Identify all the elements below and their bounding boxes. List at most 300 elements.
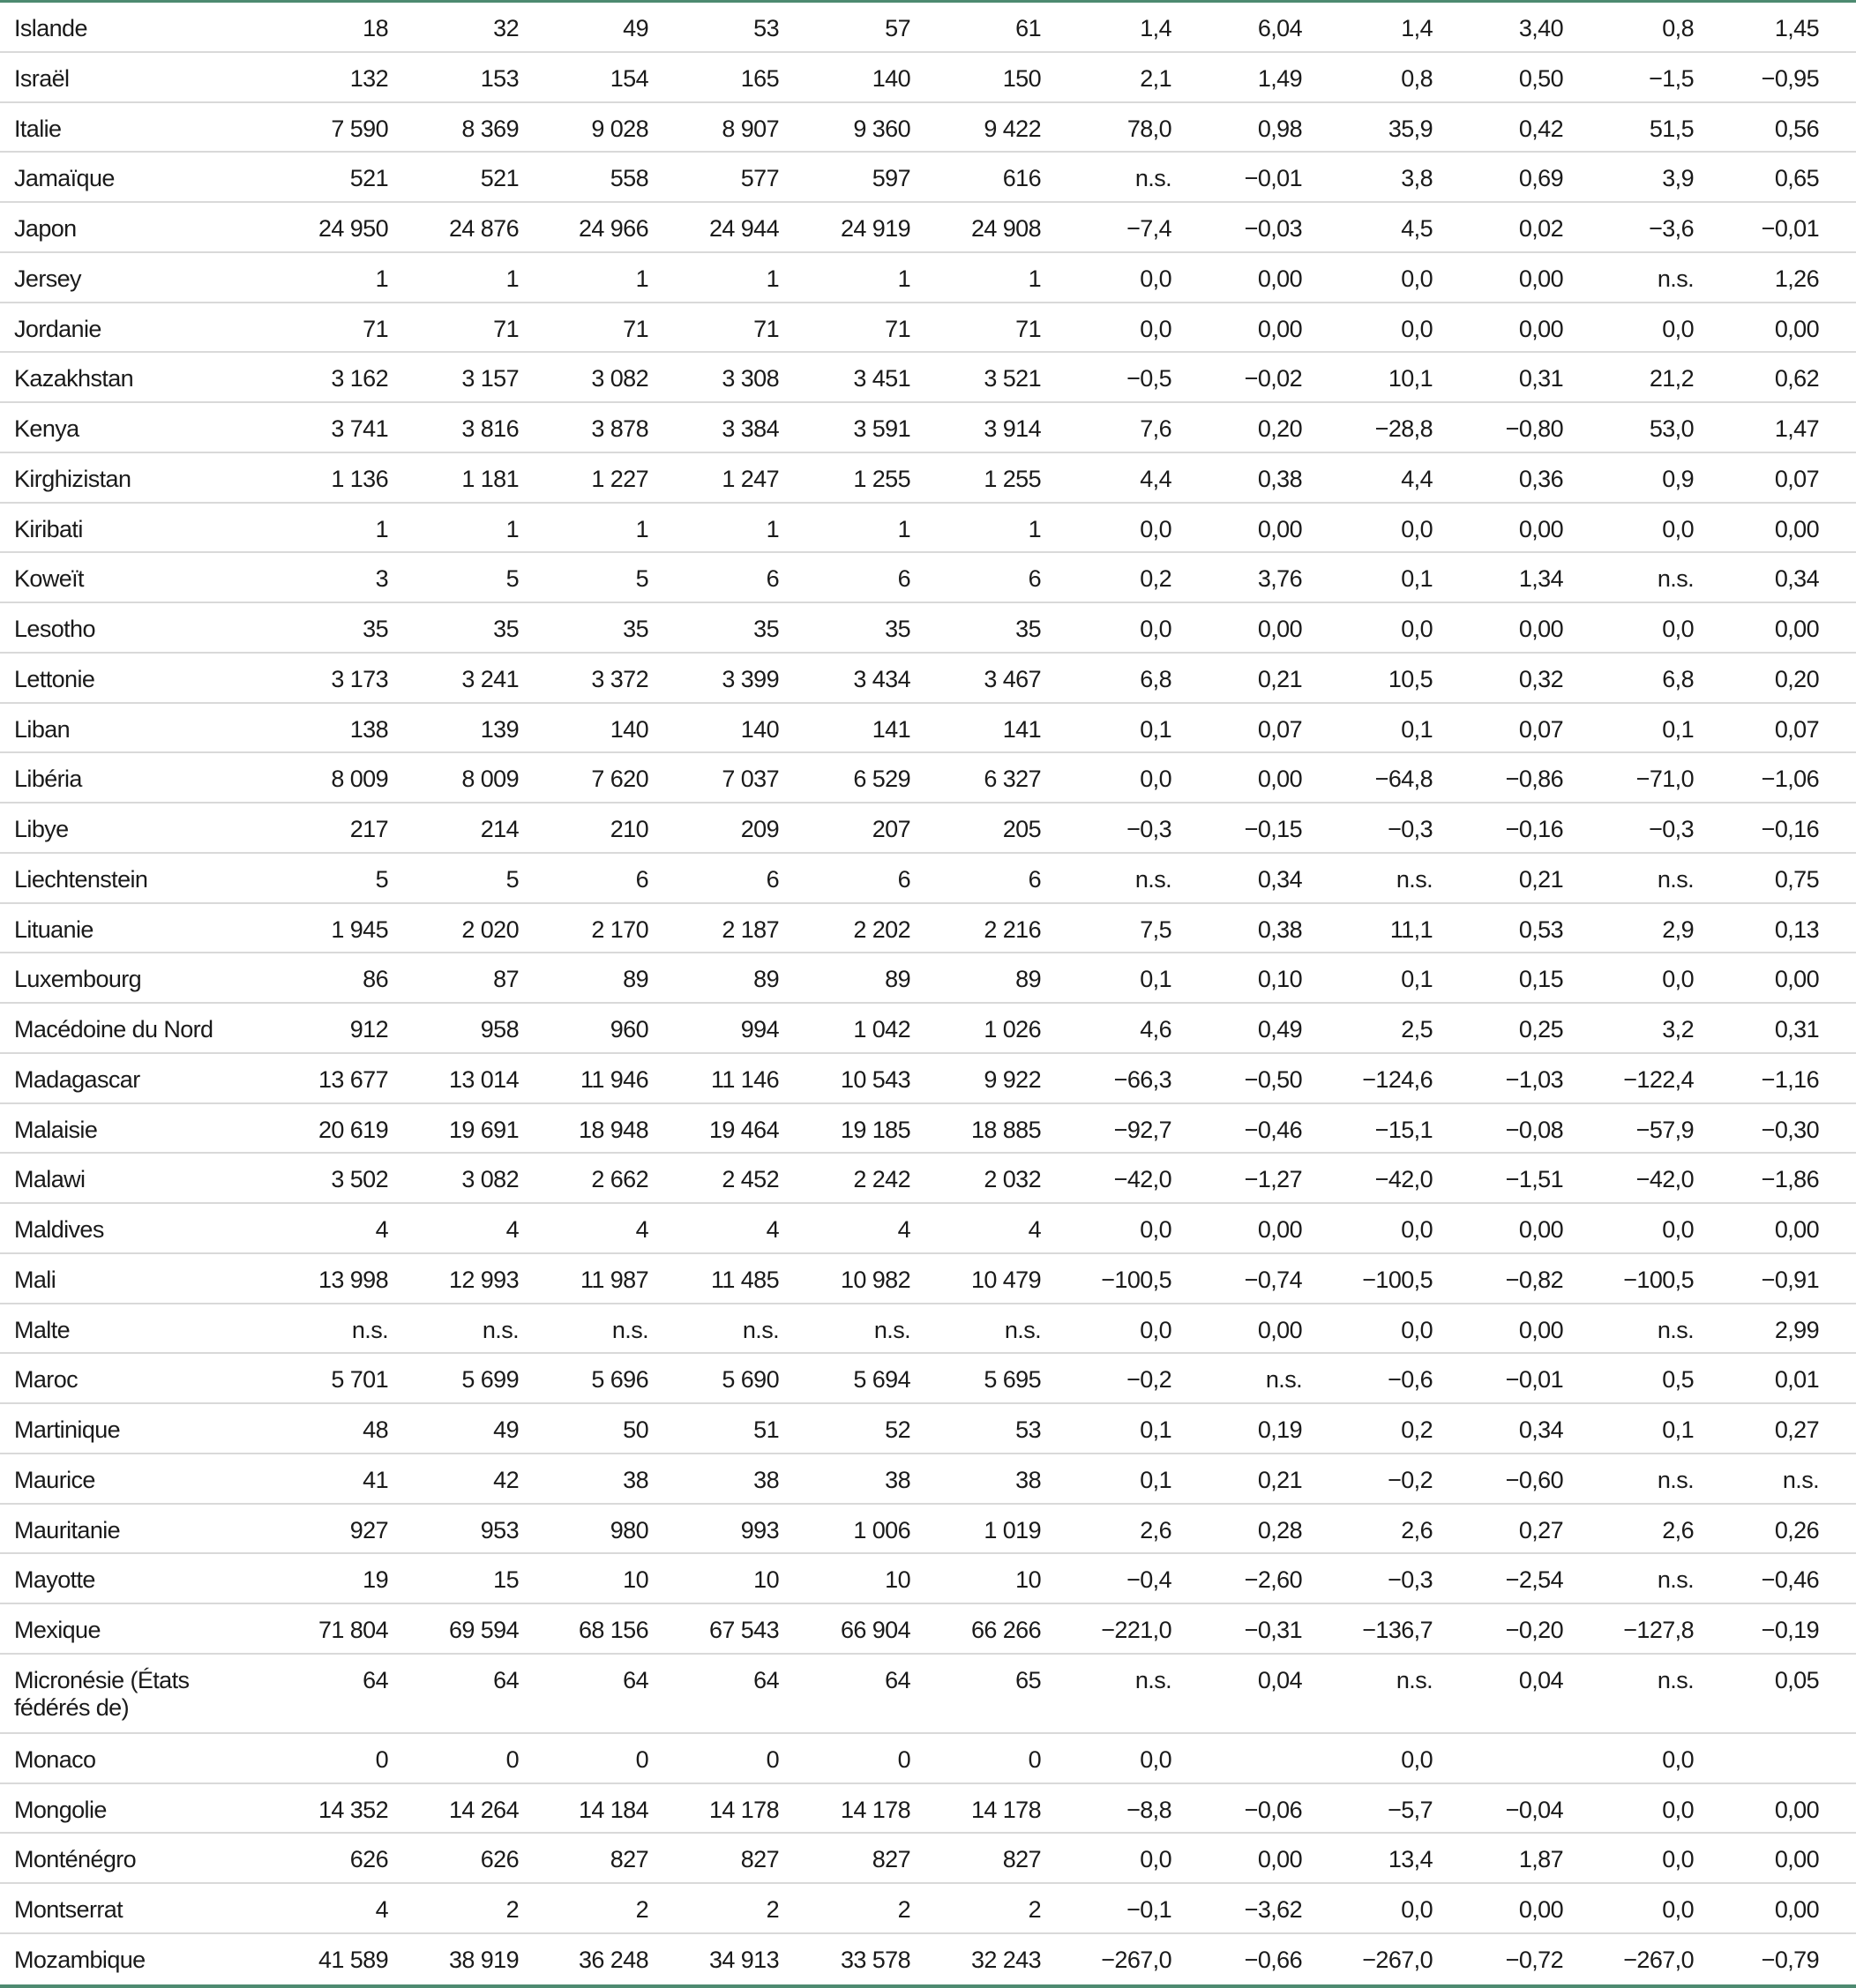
value-cell: 827 bbox=[872, 1846, 910, 1873]
country-name: Koweït bbox=[14, 565, 84, 593]
value-cell: 6 bbox=[766, 865, 779, 893]
value-cell: 0,0 bbox=[1140, 265, 1171, 292]
value-cell: −1,06 bbox=[1761, 766, 1819, 793]
value-cell: n.s. bbox=[1396, 1666, 1433, 1693]
value-cell: −3,6 bbox=[1649, 215, 1694, 242]
value-cell: 14 352 bbox=[318, 1796, 388, 1823]
table-row bbox=[0, 1204, 1856, 1254]
value-cell: 1 bbox=[375, 265, 388, 292]
value-cell: 35 bbox=[885, 616, 910, 642]
table-row bbox=[0, 1884, 1856, 1934]
value-cell: 35 bbox=[1015, 616, 1041, 642]
value-cell: 0 bbox=[897, 1745, 910, 1773]
value-cell: 217 bbox=[349, 816, 388, 842]
value-cell: 140 bbox=[610, 715, 648, 743]
value-cell: −127,8 bbox=[1623, 1617, 1694, 1643]
value-cell: n.s. bbox=[1657, 1466, 1694, 1493]
value-cell: 89 bbox=[753, 966, 779, 993]
table-row bbox=[0, 3, 1856, 53]
value-cell: 138 bbox=[349, 715, 388, 743]
value-cell: 0,05 bbox=[1774, 1666, 1819, 1693]
value-cell: 7 590 bbox=[331, 115, 388, 142]
value-cell: 87 bbox=[493, 966, 519, 993]
value-cell: 1,87 bbox=[1518, 1846, 1563, 1873]
value-cell: 3,8 bbox=[1401, 165, 1433, 192]
value-cell: 3 082 bbox=[461, 1166, 519, 1193]
value-cell: 14 178 bbox=[971, 1796, 1041, 1823]
value-cell: 5 699 bbox=[461, 1366, 519, 1394]
country-name: Martinique bbox=[14, 1416, 121, 1443]
value-cell: 1 019 bbox=[984, 1516, 1041, 1543]
value-cell: −0,80 bbox=[1505, 415, 1563, 442]
country-name: Mongolie bbox=[14, 1796, 107, 1823]
value-cell: −0,3 bbox=[1649, 816, 1694, 842]
value-cell: 64 bbox=[753, 1666, 779, 1693]
value-cell: 0,0 bbox=[1662, 1796, 1694, 1823]
value-cell: 0,00 bbox=[1774, 315, 1819, 342]
value-cell: 10 bbox=[885, 1566, 910, 1594]
value-cell: n.s. bbox=[1134, 165, 1171, 192]
table-row bbox=[0, 1934, 1856, 1984]
value-cell: 4,6 bbox=[1140, 1016, 1171, 1043]
value-cell: 2 bbox=[1028, 1896, 1041, 1923]
value-cell: −0,04 bbox=[1505, 1796, 1563, 1823]
value-cell: −71,0 bbox=[1635, 766, 1694, 793]
value-cell: 4 bbox=[635, 1216, 648, 1243]
value-cell: −0,4 bbox=[1126, 1566, 1171, 1594]
value-cell: 0,98 bbox=[1257, 115, 1302, 142]
value-cell: 153 bbox=[480, 64, 519, 92]
value-cell: 9 422 bbox=[984, 115, 1041, 142]
value-cell: 2,6 bbox=[1401, 1516, 1433, 1543]
value-cell: 0,0 bbox=[1401, 616, 1433, 642]
value-cell: 3 467 bbox=[984, 665, 1041, 692]
value-cell: 0,00 bbox=[1774, 966, 1819, 993]
value-cell: 0,07 bbox=[1774, 715, 1819, 743]
value-cell: 0 bbox=[1028, 1745, 1041, 1773]
value-cell: 0,0 bbox=[1401, 1745, 1433, 1773]
value-cell: 0,04 bbox=[1257, 1666, 1302, 1693]
table-row bbox=[0, 803, 1856, 854]
value-cell: n.s. bbox=[1265, 1366, 1302, 1394]
value-cell: −66,3 bbox=[1113, 1065, 1171, 1093]
value-cell: 48 bbox=[363, 1416, 388, 1443]
value-cell: −0,03 bbox=[1244, 215, 1302, 242]
value-cell: −0,20 bbox=[1505, 1617, 1563, 1643]
value-cell: −122,4 bbox=[1623, 1065, 1694, 1093]
value-cell: 0,42 bbox=[1518, 115, 1563, 142]
value-cell: 0,15 bbox=[1518, 966, 1563, 993]
value-cell: 2 216 bbox=[984, 916, 1041, 943]
country-name: Jordanie bbox=[14, 315, 101, 342]
value-cell: n.s. bbox=[482, 1316, 519, 1343]
value-cell: 66 904 bbox=[841, 1617, 910, 1643]
value-cell: 1 bbox=[897, 265, 910, 292]
value-cell: 4 bbox=[375, 1216, 388, 1243]
value-cell: 15 bbox=[493, 1566, 519, 1594]
value-cell: 0,0 bbox=[1401, 1896, 1433, 1923]
value-cell: 20 619 bbox=[318, 1116, 388, 1143]
value-cell: −0,01 bbox=[1505, 1366, 1563, 1394]
value-cell: 2 bbox=[897, 1896, 910, 1923]
value-cell: 0,00 bbox=[1257, 1216, 1302, 1243]
table-row bbox=[0, 1604, 1856, 1655]
value-cell: 7 620 bbox=[591, 766, 648, 793]
value-cell: −0,2 bbox=[1388, 1466, 1433, 1493]
value-cell: n.s. bbox=[1657, 565, 1694, 593]
value-cell: 52 bbox=[885, 1416, 910, 1443]
value-cell: −1,86 bbox=[1761, 1166, 1819, 1193]
value-cell: 18 885 bbox=[971, 1116, 1041, 1143]
value-cell: 0,34 bbox=[1774, 565, 1819, 593]
table-row bbox=[0, 353, 1856, 403]
value-cell: −0,08 bbox=[1505, 1116, 1563, 1143]
value-cell: 38 bbox=[1015, 1466, 1041, 1493]
value-cell: −42,0 bbox=[1635, 1166, 1694, 1193]
value-cell: n.s. bbox=[1134, 865, 1171, 893]
value-cell: 3 502 bbox=[331, 1166, 388, 1193]
value-cell: 6 bbox=[1028, 565, 1041, 593]
value-cell: 140 bbox=[872, 64, 910, 92]
value-cell: −267,0 bbox=[1362, 1946, 1433, 1973]
table-row bbox=[0, 1454, 1856, 1505]
value-cell: n.s. bbox=[873, 1316, 910, 1343]
value-cell: 51,5 bbox=[1649, 115, 1694, 142]
value-cell: 32 bbox=[493, 15, 519, 41]
value-cell: 71 bbox=[363, 315, 388, 342]
value-cell: 139 bbox=[480, 715, 519, 743]
country-name: Italie bbox=[14, 115, 62, 142]
value-cell: 5 690 bbox=[722, 1366, 779, 1394]
value-cell: 34 913 bbox=[709, 1946, 779, 1973]
table-row bbox=[0, 53, 1856, 103]
value-cell: 214 bbox=[480, 816, 519, 842]
country-name: Jamaïque bbox=[14, 165, 115, 192]
value-cell: 19 185 bbox=[841, 1116, 910, 1143]
value-cell: −0,01 bbox=[1244, 165, 1302, 192]
value-cell: 10 bbox=[753, 1566, 779, 1594]
value-cell: 49 bbox=[623, 15, 648, 41]
value-cell: 1 bbox=[766, 515, 779, 542]
table-row bbox=[0, 953, 1856, 1004]
value-cell: −1,5 bbox=[1649, 64, 1694, 92]
value-cell: 0 bbox=[505, 1745, 519, 1773]
value-cell: 0,20 bbox=[1774, 665, 1819, 692]
country-name: Malte bbox=[14, 1316, 71, 1343]
country-name: Mali bbox=[14, 1266, 56, 1293]
value-cell: 616 bbox=[1002, 165, 1041, 192]
value-cell: −124,6 bbox=[1362, 1065, 1433, 1093]
value-cell: 3,9 bbox=[1662, 165, 1694, 192]
value-cell: 0,65 bbox=[1774, 165, 1819, 192]
value-cell: 64 bbox=[885, 1666, 910, 1693]
table-row bbox=[0, 1354, 1856, 1404]
value-cell: 3,76 bbox=[1257, 565, 1302, 593]
value-cell: 0,0 bbox=[1662, 1216, 1694, 1243]
value-cell: 19 bbox=[363, 1566, 388, 1594]
value-cell: 0,02 bbox=[1518, 215, 1563, 242]
value-cell: 2 187 bbox=[722, 916, 779, 943]
value-cell: 3 521 bbox=[984, 365, 1041, 392]
value-cell: 9 028 bbox=[591, 115, 648, 142]
country-name: Maurice bbox=[14, 1466, 95, 1493]
value-cell: 0 bbox=[635, 1745, 648, 1773]
value-cell: 49 bbox=[493, 1416, 519, 1443]
value-cell: 71 bbox=[493, 315, 519, 342]
value-cell: 0,0 bbox=[1662, 966, 1694, 993]
value-cell: 0,0 bbox=[1140, 1316, 1171, 1343]
value-cell: 3 372 bbox=[591, 665, 648, 692]
value-cell: 1 255 bbox=[853, 465, 910, 492]
table-row bbox=[0, 504, 1856, 554]
value-cell: 5 bbox=[505, 565, 519, 593]
value-cell: 35 bbox=[363, 616, 388, 642]
value-cell: 0,0 bbox=[1401, 1216, 1433, 1243]
value-cell: 53,0 bbox=[1649, 415, 1694, 442]
value-cell: 1 945 bbox=[331, 916, 388, 943]
value-cell: 0,00 bbox=[1257, 766, 1302, 793]
value-cell: 3 434 bbox=[853, 665, 910, 692]
country-name: Maroc bbox=[14, 1366, 79, 1394]
value-cell: 1 247 bbox=[722, 465, 779, 492]
value-cell: 9 922 bbox=[984, 1065, 1041, 1093]
value-cell: 5 bbox=[375, 865, 388, 893]
value-cell: 2 662 bbox=[591, 1166, 648, 1193]
value-cell: −0,46 bbox=[1761, 1566, 1819, 1594]
value-cell: 0 bbox=[766, 1745, 779, 1773]
value-cell: 19 464 bbox=[709, 1116, 779, 1143]
value-cell: 6 327 bbox=[984, 766, 1041, 793]
value-cell: 0,00 bbox=[1257, 265, 1302, 292]
value-cell: 6 bbox=[635, 865, 648, 893]
country-name: Jersey bbox=[14, 265, 81, 292]
value-cell: 89 bbox=[1015, 966, 1041, 993]
value-cell: 12 993 bbox=[449, 1266, 519, 1293]
value-cell: 1 136 bbox=[331, 465, 388, 492]
value-cell: 0,56 bbox=[1774, 115, 1819, 142]
value-cell: 1 bbox=[635, 265, 648, 292]
value-cell: 36 248 bbox=[579, 1946, 648, 1973]
value-cell: 0,00 bbox=[1774, 1216, 1819, 1243]
value-cell: 4 bbox=[375, 1896, 388, 1923]
value-cell: 0,38 bbox=[1257, 916, 1302, 943]
value-cell: 41 589 bbox=[318, 1946, 388, 1973]
value-cell: 13,4 bbox=[1388, 1846, 1433, 1873]
value-cell: −267,0 bbox=[1623, 1946, 1694, 1973]
country-name: Liechtenstein bbox=[14, 865, 148, 893]
value-cell: 10 982 bbox=[841, 1266, 910, 1293]
value-cell: 0,00 bbox=[1774, 616, 1819, 642]
value-cell: 0,0 bbox=[1662, 1846, 1694, 1873]
value-cell: n.s. bbox=[1396, 865, 1433, 893]
value-cell: −64,8 bbox=[1374, 766, 1433, 793]
value-cell: 32 243 bbox=[971, 1946, 1041, 1973]
value-cell: −136,7 bbox=[1362, 1617, 1433, 1643]
value-cell: −100,5 bbox=[1101, 1266, 1171, 1293]
value-cell: 980 bbox=[610, 1516, 648, 1543]
value-cell: 2 020 bbox=[461, 916, 519, 943]
value-cell: 7,5 bbox=[1140, 916, 1171, 943]
value-cell: 38 919 bbox=[449, 1946, 519, 1973]
value-cell: n.s. bbox=[1657, 1316, 1694, 1343]
value-cell: 1,4 bbox=[1401, 15, 1433, 41]
table-row bbox=[0, 704, 1856, 754]
value-cell: n.s. bbox=[742, 1316, 779, 1343]
table-row bbox=[0, 203, 1856, 253]
value-cell: 42 bbox=[493, 1466, 519, 1493]
value-cell: 33 578 bbox=[841, 1946, 910, 1973]
value-cell: −0,60 bbox=[1505, 1466, 1563, 1493]
value-cell: 0,00 bbox=[1518, 616, 1563, 642]
table-row bbox=[0, 753, 1856, 803]
value-cell: 0,26 bbox=[1774, 1516, 1819, 1543]
value-cell: 0 bbox=[375, 1745, 388, 1773]
value-cell: −3,62 bbox=[1244, 1896, 1302, 1923]
country-name: Montserrat bbox=[14, 1896, 123, 1923]
value-cell: 2 242 bbox=[853, 1166, 910, 1193]
table-row bbox=[0, 854, 1856, 904]
value-cell: 0,8 bbox=[1662, 15, 1694, 41]
value-cell: 11 146 bbox=[711, 1065, 779, 1093]
value-cell: n.s. bbox=[1782, 1466, 1819, 1493]
value-cell: 35 bbox=[493, 616, 519, 642]
value-cell: −0,1 bbox=[1126, 1896, 1171, 1923]
value-cell: −221,0 bbox=[1101, 1617, 1171, 1643]
value-cell: 9 360 bbox=[853, 115, 910, 142]
value-cell: 35 bbox=[753, 616, 779, 642]
country-name: Maldives bbox=[14, 1216, 104, 1243]
value-cell: 0,1 bbox=[1140, 715, 1171, 743]
value-cell: 0,2 bbox=[1401, 1416, 1433, 1443]
value-cell: 626 bbox=[349, 1846, 388, 1873]
value-cell: 0,28 bbox=[1257, 1516, 1302, 1543]
value-cell: 11 987 bbox=[580, 1266, 648, 1293]
value-cell: 0,0 bbox=[1140, 315, 1171, 342]
value-cell: −0,74 bbox=[1244, 1266, 1302, 1293]
value-cell: 10 bbox=[1015, 1566, 1041, 1594]
value-cell: 0,0 bbox=[1140, 515, 1171, 542]
value-cell: −1,27 bbox=[1244, 1166, 1302, 1193]
value-cell: 10,5 bbox=[1388, 665, 1433, 692]
value-cell: 10 479 bbox=[971, 1266, 1041, 1293]
value-cell: 11,1 bbox=[1389, 916, 1433, 943]
value-cell: 6,8 bbox=[1140, 665, 1171, 692]
value-cell: 0,07 bbox=[1257, 715, 1302, 743]
country-name: Monténégro bbox=[14, 1846, 137, 1873]
country-name: Kenya bbox=[14, 415, 79, 442]
value-cell: 0,00 bbox=[1257, 1846, 1302, 1873]
value-cell: −2,60 bbox=[1244, 1566, 1302, 1594]
table-row bbox=[0, 1154, 1856, 1204]
value-cell: 0,0 bbox=[1401, 265, 1433, 292]
table-row bbox=[0, 1834, 1856, 1884]
value-cell: 66 266 bbox=[971, 1617, 1041, 1643]
value-cell: −0,16 bbox=[1761, 816, 1819, 842]
value-cell: 912 bbox=[349, 1016, 388, 1043]
value-cell: 5 696 bbox=[591, 1366, 648, 1394]
country-name: Mozambique bbox=[14, 1946, 146, 1973]
value-cell: 8 907 bbox=[722, 115, 779, 142]
value-cell: 1 006 bbox=[853, 1516, 910, 1543]
value-cell: −0,01 bbox=[1761, 215, 1819, 242]
country-name: Mayotte bbox=[14, 1566, 95, 1594]
value-cell: 11 946 bbox=[580, 1065, 648, 1093]
value-cell: 51 bbox=[753, 1416, 779, 1443]
value-cell: n.s. bbox=[611, 1316, 648, 1343]
value-cell: −8,8 bbox=[1126, 1796, 1171, 1823]
value-cell: 558 bbox=[610, 165, 648, 192]
value-cell: 0,04 bbox=[1518, 1666, 1563, 1693]
value-cell: n.s. bbox=[1657, 865, 1694, 893]
country-name: Lesotho bbox=[14, 616, 95, 642]
table-row bbox=[0, 1554, 1856, 1604]
value-cell: 0,00 bbox=[1774, 515, 1819, 542]
value-cell: −5,7 bbox=[1388, 1796, 1433, 1823]
value-cell: 927 bbox=[349, 1516, 388, 1543]
value-cell: 2 032 bbox=[984, 1166, 1041, 1193]
value-cell: −0,6 bbox=[1388, 1366, 1433, 1394]
value-cell: 18 bbox=[363, 15, 388, 41]
value-cell: 2,5 bbox=[1401, 1016, 1433, 1043]
value-cell: 1 bbox=[1028, 515, 1041, 542]
value-cell: 0,0 bbox=[1662, 515, 1694, 542]
value-cell: 132 bbox=[349, 64, 388, 92]
value-cell: −0,66 bbox=[1244, 1946, 1302, 1973]
value-cell: 71 bbox=[1015, 315, 1041, 342]
value-cell: 50 bbox=[623, 1416, 648, 1443]
value-cell: 78,0 bbox=[1126, 115, 1171, 142]
value-cell: 0,00 bbox=[1518, 515, 1563, 542]
value-cell: 18 948 bbox=[579, 1116, 648, 1143]
value-cell: 10 bbox=[623, 1566, 648, 1594]
value-cell: 0,10 bbox=[1257, 966, 1302, 993]
value-cell: 0,1 bbox=[1401, 966, 1433, 993]
value-cell: 0,0 bbox=[1662, 315, 1694, 342]
value-cell: 10 543 bbox=[841, 1065, 910, 1093]
value-cell: 89 bbox=[623, 966, 648, 993]
value-cell: 4 bbox=[766, 1216, 779, 1243]
value-cell: 24 944 bbox=[709, 215, 779, 242]
table-row bbox=[0, 403, 1856, 453]
value-cell: 2,99 bbox=[1774, 1316, 1819, 1343]
country-name: Kazakhstan bbox=[14, 365, 134, 392]
value-cell: 0,27 bbox=[1518, 1516, 1563, 1543]
table-row bbox=[0, 1784, 1856, 1835]
value-cell: 1 255 bbox=[984, 465, 1041, 492]
value-cell: 0,21 bbox=[1518, 865, 1563, 893]
value-cell: 0,13 bbox=[1774, 916, 1819, 943]
country-name: Madagascar bbox=[14, 1065, 140, 1093]
value-cell: 6 bbox=[897, 865, 910, 893]
value-cell: −1,03 bbox=[1505, 1065, 1563, 1093]
table-row bbox=[0, 904, 1856, 954]
value-cell: 205 bbox=[1002, 816, 1041, 842]
value-cell: −28,8 bbox=[1374, 415, 1433, 442]
value-cell: 8 369 bbox=[461, 115, 519, 142]
value-cell: 0,0 bbox=[1140, 766, 1171, 793]
value-cell: 38 bbox=[623, 1466, 648, 1493]
value-cell: 141 bbox=[872, 715, 910, 743]
value-cell: −42,0 bbox=[1113, 1166, 1171, 1193]
value-cell: 68 156 bbox=[579, 1617, 648, 1643]
value-cell: 0,69 bbox=[1518, 165, 1563, 192]
value-cell: 14 264 bbox=[449, 1796, 519, 1823]
value-cell: n.s. bbox=[1657, 1566, 1694, 1594]
value-cell: 150 bbox=[1002, 64, 1041, 92]
value-cell: −0,30 bbox=[1761, 1116, 1819, 1143]
value-cell: 1,45 bbox=[1774, 15, 1819, 41]
value-cell: 1 bbox=[375, 515, 388, 542]
